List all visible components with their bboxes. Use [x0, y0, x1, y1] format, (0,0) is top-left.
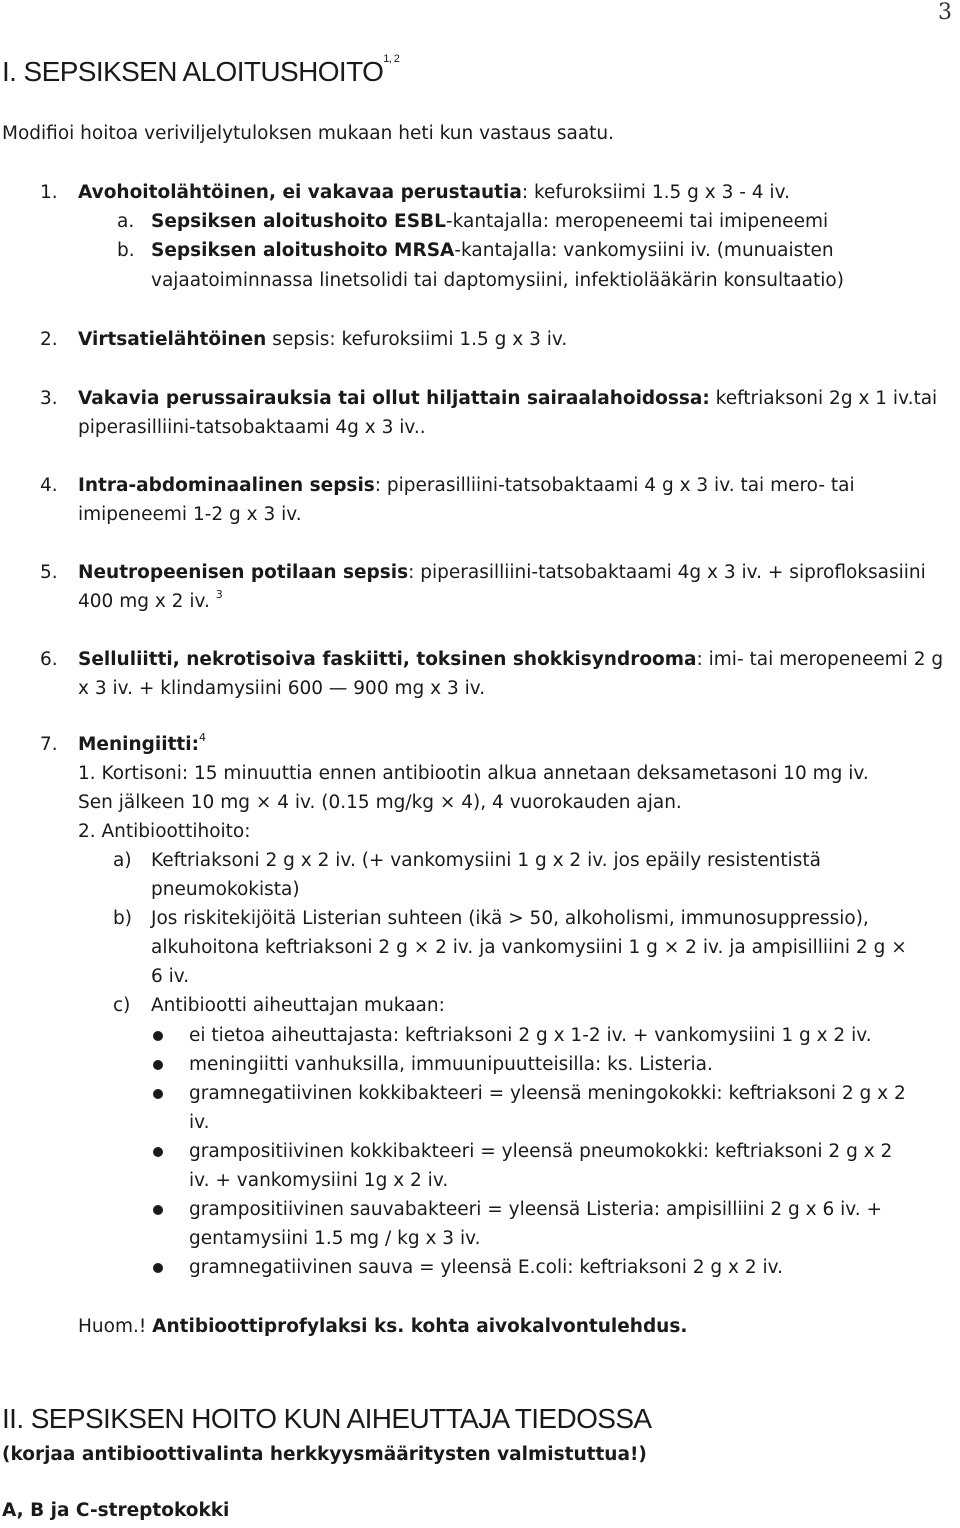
- item2-rest: sepsis: kefuroksiimi 1.5 g x 3 iv.: [266, 329, 568, 350]
- page-number: 3: [938, 0, 952, 25]
- huom-note: [78, 1318, 687, 1337]
- item1: [40, 184, 790, 203]
- item7: [40, 731, 206, 755]
- intro-text: Modifioi hoitoa veriviljelytuloksen mukaan heti kun vastaus saatu.: [2, 123, 615, 144]
- bullet-icon: [153, 1031, 163, 1041]
- antibioottihoito: 2. Antibioottihoito:: [78, 821, 251, 842]
- kortisoni-line2: Sen jälkeen 10 mg × 4 iv. (0.15 mg/kg × 4), 4 vuorokauden ajan.: [78, 792, 682, 813]
- section1-title-text: I. SEPSIKSEN ALOITUSHOITO: [2, 56, 384, 87]
- bullet-6: gramnegatiivinen sauva = yleensä E.coli: keftriaksoni 2 g x 2 iv.: [189, 1257, 784, 1278]
- item6: [40, 651, 943, 670]
- option-b-line2: alkuhoitona keftriaksoni 2 g × 2 iv. ja vankomysiini 1 g × 2 iv. ja ampisilliini 2 g ×: [151, 937, 907, 958]
- huom-bold: Antibioottiprofylaksi ks. kohta aivokalvontulehdus.: [152, 1316, 688, 1337]
- item6-line2: x 3 iv. + klindamysiini 600 — 900 mg x 3 iv.: [78, 678, 486, 699]
- item6-num: 6.: [40, 649, 58, 670]
- item4-num: 4.: [40, 475, 58, 496]
- item1a: [117, 213, 828, 232]
- option-a-line1: Keftriaksoni 2 g x 2 iv. (+ vankomysiini 1 g x 2 iv. jos epäily resistentistä: [151, 850, 822, 871]
- item1b: [117, 242, 834, 261]
- bullet-3-line1: gramnegatiivinen kokkibakteeri = yleensä meningokokki: keftriaksoni 2 g x 2: [189, 1083, 906, 1104]
- huom-plain: Huom.!: [78, 1316, 153, 1337]
- item5-ref: 3: [215, 588, 223, 601]
- bullet-icon: [153, 1060, 163, 1070]
- bullet-4-line2: iv. + vankomysiini 1g x 2 iv.: [189, 1170, 449, 1191]
- item7-bold: Meningiitti:: [78, 734, 199, 755]
- bullet-1: ei tietoa aiheuttajasta: keftriaksoni 2 g x 1-2 iv. + vankomysiini 1 g x 2 iv.: [189, 1025, 872, 1046]
- option-b-label: b): [113, 908, 132, 929]
- title-refs: 1, 2: [383, 53, 400, 65]
- bullet-5-line2: gentamysiini 1.5 mg / kg x 3 iv.: [189, 1228, 481, 1249]
- item1b-letter: b.: [117, 240, 135, 261]
- item5-bold: Neutropeenisen potilaan sepsis: [78, 562, 409, 583]
- item2-num: 2.: [40, 329, 58, 350]
- item4-bold: Intra-abdominaalinen sepsis: [78, 475, 375, 496]
- item4-rest: : piperasilliini-tatsobaktaami 4 g x 3 iv. tai mero- tai: [374, 475, 855, 496]
- section2-first-heading: A, B ja C-streptokokki: [2, 1500, 230, 1521]
- item1a-rest: -kantajalla: meropeneemi tai imipeneemi: [445, 211, 829, 232]
- item3-num: 3.: [40, 388, 58, 409]
- item3-line2: piperasilliini-tatsobaktaami 4g x 3 iv..: [78, 417, 426, 438]
- item1-bold: Avohoitolähtöinen, ei vakavaa perustautia: [78, 182, 522, 203]
- option-b-line1: Jos riskitekijöitä Listerian suhteen (ikä > 50, alkoholismi, immunosuppressio),: [151, 908, 869, 929]
- item1a-bold: Sepsiksen aloitushoito ESBL: [151, 211, 446, 232]
- option-c-text: Antibiootti aiheuttajan mukaan:: [151, 995, 445, 1016]
- section2-subtitle: (korjaa antibioottivalinta herkkyysmääritysten valmistuttua!): [2, 1444, 647, 1465]
- bullet-icon: [153, 1147, 163, 1157]
- item5-line2: [78, 588, 223, 612]
- item1b-rest: -kantajalla: vankomysiini iv. (munuaisten: [454, 240, 834, 261]
- item1b-bold: Sepsiksen aloitushoito MRSA: [151, 240, 455, 261]
- item7-num: 7.: [40, 734, 58, 755]
- bullet-2: meningiitti vanhuksilla, immuunipuutteisilla: ks. Listeria.: [189, 1054, 713, 1075]
- item6-rest: : imi- tai meropeneemi 2 g: [696, 649, 944, 670]
- item5-num: 5.: [40, 562, 58, 583]
- bullet-4-line1: grampositiivinen kokkibakteeri = yleensä pneumokokki: keftriaksoni 2 g x 2: [189, 1141, 893, 1162]
- section2-title: II. SEPSIKSEN HOITO KUN AIHEUTTAJA TIEDOSSA: [2, 1403, 652, 1434]
- section1-title: [2, 53, 400, 87]
- bullet-3-line2: iv.: [189, 1112, 210, 1133]
- item7-ref: 4: [199, 731, 206, 744]
- bullet-icon: [153, 1263, 163, 1273]
- bullet-5-line1: grampositiivinen sauvabakteeri = yleensä Listeria: ampisilliini 2 g x 6 iv. +: [189, 1199, 883, 1220]
- item5-rest: : piperasilliini-tatsobaktaami 4g x 3 iv. + siprofloksasiini: [408, 562, 926, 583]
- item2: [40, 331, 567, 350]
- item1-rest: : kefuroksiimi 1.5 g x 3 - 4 iv.: [521, 182, 790, 203]
- item6-bold: Selluliitti, nekrotisoiva faskiitti, toksinen shokkisyndrooma: [78, 649, 697, 670]
- bullet-icon: [153, 1089, 163, 1099]
- item3-bold: Vakavia perussairauksia tai ollut hiljattain sairaalahoidossa:: [78, 388, 710, 409]
- option-c-label: c): [113, 995, 131, 1016]
- item3-rest: keftriaksoni 2g x 1 iv.tai: [709, 388, 938, 409]
- item4-line2: imipeneemi 1-2 g x 3 iv.: [78, 504, 302, 525]
- option-b-line3: 6 iv.: [151, 966, 190, 987]
- item4: [40, 477, 855, 496]
- item1b-line2: vajaatoiminnassa linetsolidi tai daptomysiini, infektiolääkärin konsultaatio): [151, 270, 844, 291]
- item5: [40, 564, 926, 583]
- item2-bold: Virtsatielähtöinen: [78, 329, 267, 350]
- kortisoni-line1: 1. Kortisoni: 15 minuuttia ennen antibiootin alkua annetaan deksametasoni 10 mg iv.: [78, 763, 869, 784]
- item5-line2-text: 400 mg x 2 iv.: [78, 591, 210, 612]
- item1a-letter: a.: [117, 211, 135, 232]
- option-a-label: a): [113, 850, 132, 871]
- option-a-line2: pneumokokista): [151, 879, 300, 900]
- item3: [40, 390, 937, 409]
- bullet-icon: [153, 1205, 163, 1215]
- item1-num: 1.: [40, 182, 58, 203]
